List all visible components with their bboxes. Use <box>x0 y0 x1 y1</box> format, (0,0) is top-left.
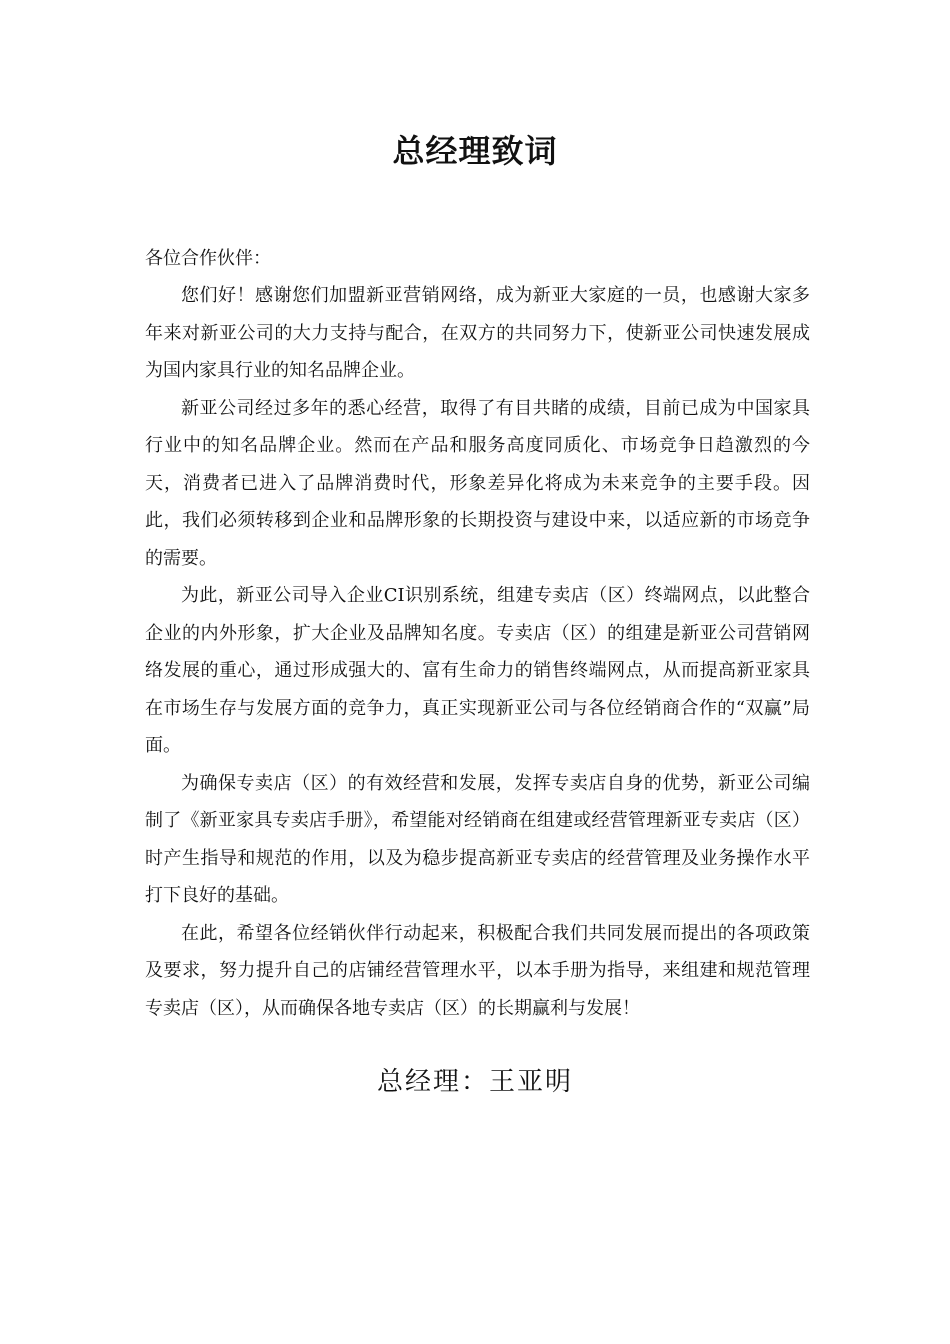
salutation: 各位合作伙伴： <box>145 248 271 269</box>
paragraph-1: 您们好！感谢您们加盟新亚营销网络，成为新亚大家庭的一员，也感谢大家多年来对新亚公司的大力支持与配合，在双方的共同努力下，使新亚公司快速发展成为国内家具行业的知名品牌企业。 <box>145 285 810 381</box>
paragraph-3: 为此，新亚公司导入企业CI识别系统，组建专卖店（区）终端网点，以此整合企业的内外形象，扩大企业及品牌知名度。专卖店（区）的组建是新亚公司营销网络发展的重心，通过形成强大的、富有生命力的销售终端网点，从而提高新亚家具在市场生存与发展方面的竞争力，真正实现新亚公司与各位经销商合作的“双赢”局面。 <box>145 585 810 756</box>
letter-body <box>145 277 810 1027</box>
signature: 总经理：王亚明 <box>376 1067 573 1097</box>
paragraph-2: 新亚公司经过多年的悉心经营，取得了有目共睹的成绩，目前已成为中国家具行业中的知名品牌企业。然而在产品和服务高度同质化、市场竞争日趋激烈的今天，消费者已进入了品牌消费时代，形象差异化将成为未来竞争的主要手段。因此，我们必须转移到企业和品牌形象的长期投资与建设中来，以适应新的市场竞争的需要。 <box>145 397 810 569</box>
paragraph-4: 为确保专卖店（区）的有效经营和发展，发挥专卖店自身的优势，新亚公司编制了《新亚家具专卖店手册》，希望能对经销商在组建或经营管理新亚专卖店（区）时产生指导和规范的作用，以及为稳步提高新亚专卖店的经营管理及业务操作水平打下良好的基础。 <box>145 772 810 906</box>
page-title: 总经理致词 <box>392 132 558 170</box>
paragraph-5: 在此，希望各位经销伙伴行动起来，积极配合我们共同发展而提出的各项政策及要求，努力提升自己的店铺经营管理水平，以本手册为指导，来组建和规范管理专卖店（区），从而确保各地专卖店（区）的长期赢利与发展！ <box>145 922 810 1019</box>
